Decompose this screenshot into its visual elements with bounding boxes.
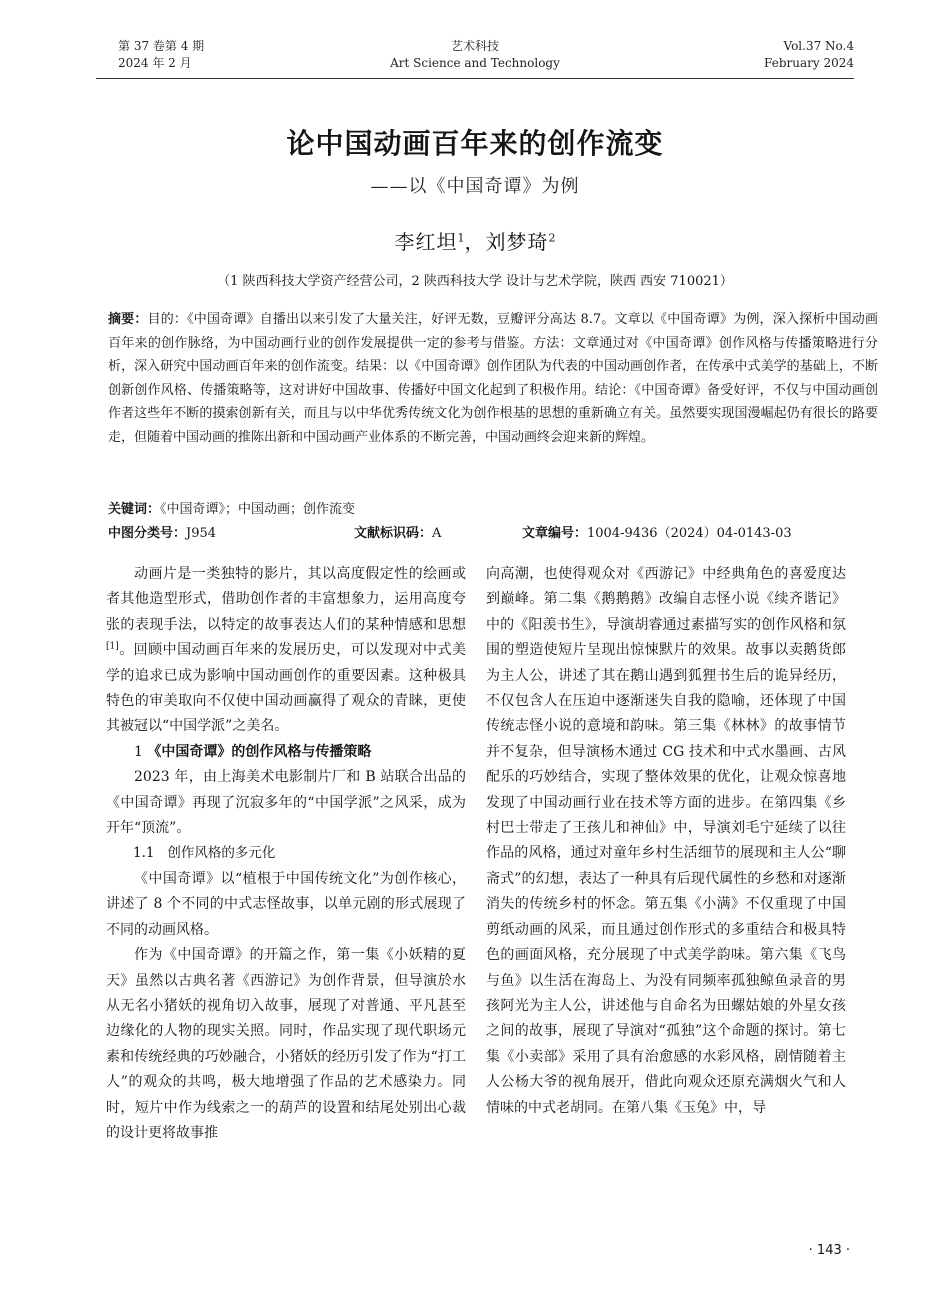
body-paragraph: 2023 年，由上海美术电影制片厂和 B 站联合出品的《中国奇谭》再现了沉寂多年的“中国学派”之风采，成为开年“顶流”。 bbox=[106, 769, 466, 837]
author-separator: ， bbox=[464, 230, 486, 254]
body-paragraph: 《中国奇谭》以“植根于中国传统文化”为创作核心，讲述了 8 个不同的中式志怪故事，以单元剧的形式展现了不同的动画风格。 bbox=[106, 870, 466, 938]
document-code bbox=[354, 524, 441, 544]
abstract-label: 摘要： bbox=[108, 312, 148, 327]
abstract bbox=[108, 308, 878, 449]
author-name: 刘梦琦 bbox=[485, 230, 549, 254]
clc-value: J954 bbox=[186, 526, 217, 541]
author-affiliation-mark: 1 bbox=[457, 231, 465, 245]
body-paragraph-continued: 向高潮，也使得观众对《西游记》中经典角色的喜爱度达到巅峰。第二集《鹅鹅鹅》改编自志怪小说《续齐谐记》中的《阳羡书生》，导演胡睿通过素描写实的创作风格和氛围的塑造使短片呈现出惊悚默片的效果。故事以卖鹅货郎为主人公，讲述了其在鹅山遇到狐狸书生后的诡异经历，不仅包含人在压迫中逐渐迷失自我的隐喻，还体现了中国传统志怪小说的意境和韵味。第三集《林林》的故事情节并不复杂，但导演杨木通过 CG 技术和中式水墨画、古风配乐的巧妙结合，实现了整体效果的优化，让观众惊喜地发现了中国动画行业在技术等方面的进步。在第四集《乡村巴士带走了王孩儿和神仙》中，导演刘毛宁延续了以往作品的风格，通过对童年乡村生活细节的展现和主人公“聊斋式”的幻想，表达了一种具有后现代属性的乡愁和对逐渐消失的传统乡村的怀念。第五集《小满》不仅重现了中国剪纸动画的风采，而且通过创作形式的多重结合和极具特色的画面风格，充分展现了中式美学韵味。第六集《飞鸟与鱼》以生活在海岛上、为没有同频率孤独鲸鱼录音的男孩阿光为主人公，讲述他与自命名为田螺姑娘的外星女孩之间的故事，展现了导演对“孤独”这个命题的探讨。第七集《小卖部》采用了具有治愈感的水彩风格，剧情随着主人公杨大爷的视角展开，借此向观众还原充满烟火气和人情味的中式老胡同。在第八集《玉兔》中，导 bbox=[486, 566, 846, 1116]
document-code-label: 文献标识码： bbox=[354, 526, 433, 541]
paragraph-text: 动画片是一类独特的影片，其以高度假定性的绘画或者其他造型形式，借助创作者的丰富想象力，运用高度夸张的表现手法，以特定的故事表达人们的某种情感和思想 bbox=[106, 566, 466, 633]
citation-ref: [1] bbox=[106, 641, 119, 652]
page-number: · 143 · bbox=[808, 1243, 850, 1258]
subsection-title: 创作风格的多元化 bbox=[167, 845, 276, 862]
body-paragraph: 作为《中国奇谭》的开篇之作，第一集《小妖精的夏天》虽然以古典名著《西游记》为创作背景，但导演於水从无名小猪妖的视角切入故事，展现了对普通、平凡甚至边缘化的人物的现实关照。同时，作品实现了现代职场元素和传统经典的巧妙融合，小猪妖的经历引发了作为“打工人”的观众的共鸣，极大地增强了作品的艺术感染力。同时，短片中作为线索之一的葫芦的设置和结尾处别出心裁的设计更将故事推 bbox=[106, 947, 466, 1141]
section-heading bbox=[106, 740, 466, 765]
journal-volume-info-en bbox=[764, 38, 854, 72]
author-name: 李红坦 bbox=[394, 230, 458, 254]
keywords bbox=[108, 500, 878, 520]
abstract-text: 目的：《中国奇谭》自播出以来引发了大量关注，好评无数，豆瓣评分高达 8.7。文章以《中国奇谭》为例，深入探析中国动画百年来的创作脉络，为中国动画行业的创作发展提供一定的参考与借鉴。方法：文章通过对《中国奇谭》创作风格与传播策略进行分析，深入研究中国动画百年来的创作流变。结果：以《中国奇谭》创作团队为代表的中国动画创作者，在传承中式美学的基础上，不断创新创作风格、传播策略等，这对讲好中国故事、传播好中国文化起到了积极作用。结论：《中国奇谭》备受好评，不仅与中国动画创作者这些年不断的摸索创新有关，而且与以中华优秀传统文化为创作根基的思想的重新确立有关。虽然要实现国漫崛起仍有很长的路要走，但随着中国动画的推陈出新和中国动画产业体系的不断完善，中国动画终会迎来新的辉煌。 bbox=[108, 312, 878, 445]
affiliation: （1 陕西科技大学资产经营公司，2 陕西科技大学 设计与艺术学院，陕西 西安 710021） bbox=[217, 274, 733, 289]
body-column-left bbox=[106, 562, 466, 1146]
keywords-text: 《中国奇谭》；中国动画；创作流变 bbox=[160, 502, 356, 517]
header-rule bbox=[96, 78, 854, 79]
clc-label: 中图分类号： bbox=[108, 526, 187, 541]
author-line bbox=[0, 226, 950, 255]
article-number-value: 1004-9436（2024）04-0143-03 bbox=[587, 526, 792, 541]
paragraph-text: 。回顾中国动画百年来的发展历史，可以发现对中式美学的追求已成为影响中国动画创作的重要因素。这种极具特色的审美取向不仅使中国动画赢得了观众的青睐，更使其被冠以“中国学派”之美名。 bbox=[106, 642, 466, 735]
subsection-number: 1.1 bbox=[133, 845, 155, 862]
volume-issue-en: Vol.37 No.4 bbox=[783, 39, 854, 53]
section-title: 《中国奇谭》的创作风格与传播策略 bbox=[147, 743, 372, 760]
issue-date-cn: 2024 年 2 月 bbox=[118, 56, 192, 70]
issue-date-en: February 2024 bbox=[764, 56, 854, 70]
body-column-right bbox=[486, 562, 846, 1121]
journal-name-en: Art Science and Technology bbox=[390, 56, 560, 70]
document-code-value: A bbox=[432, 526, 442, 541]
journal-name-cn: 艺术科技 bbox=[450, 39, 499, 53]
keywords-label: 关键词： bbox=[108, 502, 161, 517]
subsection-heading bbox=[106, 841, 466, 866]
article-number bbox=[522, 524, 792, 544]
article-number-label: 文章编号： bbox=[522, 526, 588, 541]
clc-number bbox=[108, 524, 216, 544]
paper-title: 论中国动画百年来的创作流变 bbox=[286, 127, 664, 160]
volume-issue: 第 37 卷第 4 期 bbox=[118, 39, 205, 53]
section-number: 1 bbox=[134, 743, 143, 760]
paper-subtitle: ——以《中国奇谭》为例 bbox=[370, 176, 580, 197]
author-affiliation-mark: 2 bbox=[548, 231, 556, 245]
body-paragraph bbox=[106, 562, 466, 740]
